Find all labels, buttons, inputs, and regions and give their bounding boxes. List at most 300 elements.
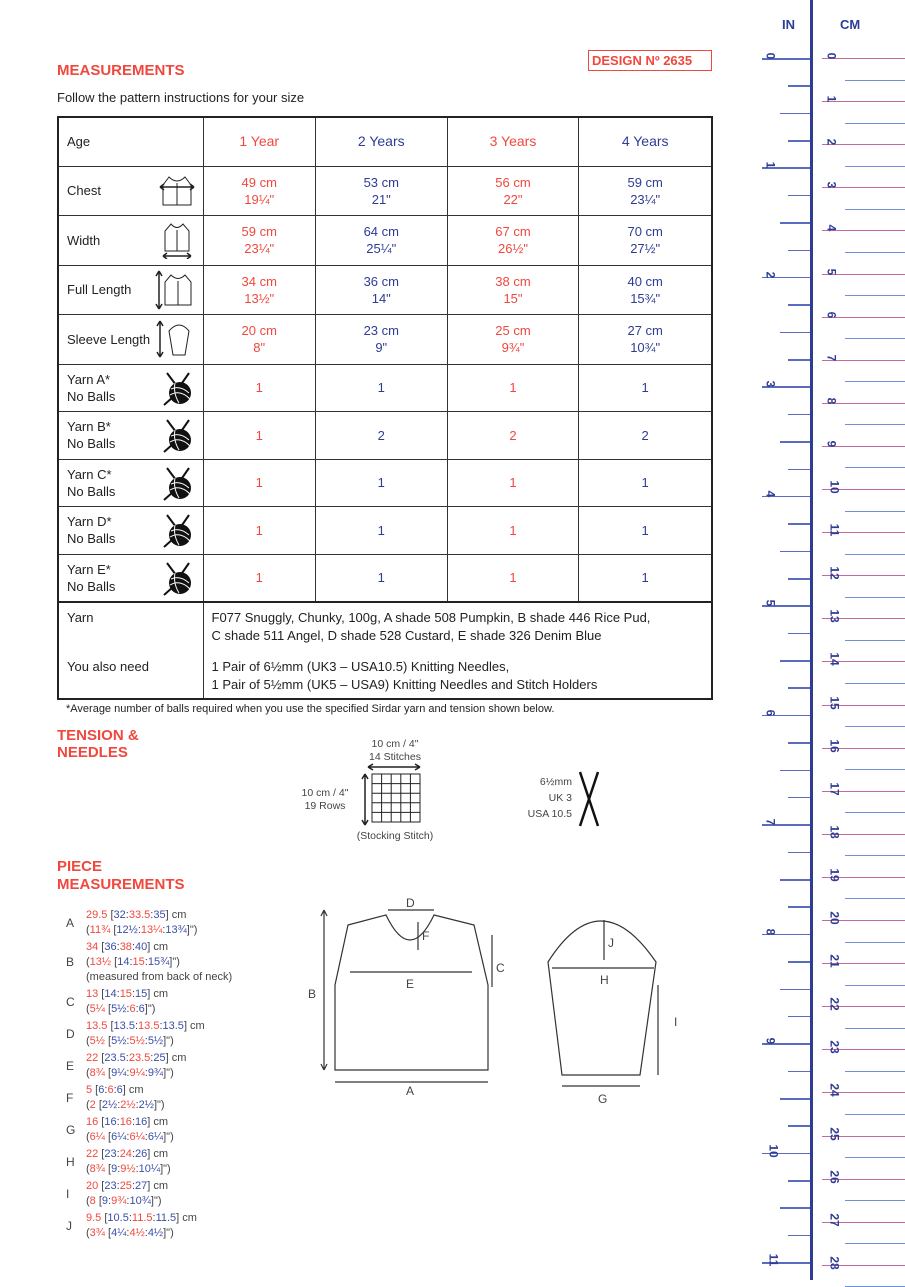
size-value: 22 — [86, 1148, 99, 1160]
size-value: 16 — [104, 1116, 117, 1128]
table-row — [58, 216, 712, 266]
size-value: 4¼ — [111, 1227, 127, 1239]
suffix: ] cm — [147, 941, 169, 953]
suffix: ]") — [163, 1067, 174, 1079]
yarn-icon — [161, 559, 195, 597]
cm-label: 23 — [827, 1040, 842, 1054]
size-value: 15¾ — [147, 956, 170, 968]
cm-tick — [845, 295, 905, 296]
row-value — [447, 412, 579, 460]
measurement-line — [86, 1130, 174, 1145]
ruler-spine — [810, 0, 813, 1280]
sep: : — [126, 1131, 130, 1143]
yarn-icon — [161, 416, 195, 454]
yarn-icon — [161, 369, 195, 407]
measurements-heading: MEASUREMENTS — [57, 62, 185, 79]
yarn-label: Yarn — [67, 609, 94, 625]
piece-measurement — [66, 1147, 232, 1177]
size-value: 10¾ — [129, 1195, 151, 1207]
piece-measurement — [66, 1115, 232, 1145]
need-text-2: 1 Pair of 5½mm (UK5 – USA9) Knitting Needles and Stitch Holders — [211, 676, 598, 692]
value-line: 1 — [377, 380, 385, 396]
bracket: [ — [95, 1195, 102, 1207]
size-value: 6 — [116, 1084, 123, 1096]
label-a: A — [406, 1084, 415, 1098]
suffix: ]") — [160, 1163, 171, 1175]
cm-tick — [845, 166, 905, 167]
size-value: 10.5 — [107, 1212, 129, 1224]
measurement-line — [86, 1051, 186, 1066]
row-label-text: Yarn C* — [67, 466, 112, 482]
label-f: F — [422, 929, 430, 943]
piece-letter: H — [66, 1154, 75, 1169]
cm-label: 13 — [827, 609, 842, 623]
row-value — [203, 507, 315, 555]
size-value: 9¼ — [129, 1067, 145, 1079]
value-line: 1 — [377, 475, 385, 491]
size-header-4: 4 Years — [579, 117, 712, 166]
sep: : — [125, 1052, 129, 1064]
value-line: 59 cm — [241, 224, 277, 240]
row-label-text: Yarn D* — [67, 514, 112, 530]
bracket: [ — [107, 909, 114, 921]
piece-values — [86, 1019, 205, 1049]
size-value: 16 — [86, 1116, 99, 1128]
value-line: 25¼" — [366, 241, 397, 257]
value-line: 40 cm — [627, 273, 663, 289]
size-value: 5¼ — [89, 1003, 105, 1015]
value-line: 1 — [255, 475, 263, 491]
needles-heading: NEEDLES — [57, 744, 128, 761]
inch-label: 11 — [766, 1253, 781, 1267]
suffix: ] cm — [165, 909, 187, 921]
cm-label: 12 — [827, 566, 842, 580]
value-line: 59 cm — [627, 174, 663, 190]
sep: : — [144, 1067, 148, 1079]
row-label-sub: No Balls — [67, 531, 116, 547]
suffix: ] cm — [147, 988, 169, 1000]
cm-tick — [845, 942, 905, 943]
cm-label: 15 — [827, 695, 842, 710]
sep: : — [137, 924, 141, 936]
measurement-line — [86, 1083, 165, 1098]
suffix: ] cm — [147, 1148, 169, 1160]
inch-tick — [788, 1071, 810, 1073]
piece-values — [86, 908, 197, 938]
cm-label: 28 — [827, 1256, 842, 1270]
size-value: 23.5 — [128, 1052, 151, 1064]
measurements-table — [57, 116, 713, 700]
needle-uk: UK 3 — [548, 792, 572, 804]
size-value: 5½ — [111, 1003, 127, 1015]
tension-rows: 19 Rows — [304, 800, 346, 812]
size-value: 5½ — [89, 1035, 105, 1047]
bracket: [ — [101, 1212, 108, 1224]
size-value: 29.5 — [86, 909, 108, 921]
value-line: 1 — [255, 570, 263, 585]
table-row — [58, 459, 712, 507]
row-value — [579, 216, 712, 266]
table-row — [58, 265, 712, 315]
row-value — [315, 459, 447, 507]
value-line: 53 cm — [363, 174, 399, 190]
sep: : — [135, 1003, 139, 1015]
cm-label: 11 — [827, 523, 842, 537]
piece-values — [86, 987, 168, 1017]
size-value: 9 — [101, 1195, 109, 1207]
inch-tick — [788, 578, 810, 580]
yarn-text-1: F077 Snuggly, Chunky, 100g, A shade 508 Pumpkin, B shade 446 Rice Pud, — [211, 609, 651, 625]
cm-label: 25 — [827, 1126, 842, 1141]
size-value: 25 — [119, 1180, 132, 1192]
sep: : — [116, 1116, 120, 1128]
piece-measurements-list — [66, 908, 232, 1243]
inch-tick — [788, 140, 810, 142]
row-label-text: Sleeve Length — [67, 331, 151, 347]
row-value — [579, 364, 712, 412]
inch-tick — [780, 222, 810, 224]
row-value — [579, 412, 712, 460]
suffix: ]") — [150, 1195, 162, 1207]
cm-label: 19 — [827, 868, 842, 882]
chest-icon — [159, 173, 195, 209]
inch-tick — [788, 797, 810, 799]
size-value: 36 — [104, 941, 117, 953]
row-label — [58, 166, 203, 216]
size-value: 13¼ — [140, 924, 163, 936]
value-line: 22" — [503, 191, 523, 207]
sep: : — [126, 1035, 130, 1047]
value-line: 49 cm — [241, 174, 277, 190]
inch-tick — [788, 1180, 810, 1182]
size-value: 6¼ — [147, 1131, 164, 1143]
measurement-line — [86, 923, 197, 938]
value-line: 1 — [509, 475, 517, 491]
piece-measurement — [66, 1051, 232, 1081]
size-value: 10¼ — [138, 1163, 161, 1175]
size-value: 6¼ — [89, 1131, 105, 1143]
cm-label: 21 — [827, 954, 842, 968]
cm-tick — [845, 1157, 905, 1158]
sep: : — [144, 956, 148, 968]
cm-label: 9 — [824, 440, 839, 448]
suffix: ] cm — [147, 1180, 169, 1192]
size-value: 4½ — [129, 1227, 145, 1239]
piece-heading: PIECE — [57, 858, 103, 875]
row-value — [447, 265, 579, 315]
row-label — [58, 507, 203, 555]
cm-tick — [845, 1200, 905, 1201]
cm-label: 0 — [824, 52, 839, 60]
size-value: 8¾ — [89, 1067, 105, 1079]
measurement-line — [86, 1115, 174, 1130]
bracket: [ — [104, 1067, 112, 1079]
table-row — [58, 166, 712, 216]
value-line: 23¼" — [630, 191, 661, 207]
cm-label: 10 — [827, 480, 842, 494]
row-value — [447, 364, 579, 412]
row-value — [447, 166, 579, 216]
row-value — [315, 216, 447, 266]
value-line: 36 cm — [363, 273, 399, 289]
sep: : — [116, 1148, 120, 1160]
size-value: 6 — [107, 1084, 114, 1096]
measurement-line — [86, 987, 168, 1002]
size-value: 33.5 — [128, 909, 151, 921]
piece-letter: J — [66, 1218, 72, 1233]
size-value: 26 — [135, 1148, 148, 1160]
cm-label: 26 — [827, 1169, 842, 1184]
value-line: 15¾" — [630, 290, 661, 306]
row-value — [315, 166, 447, 216]
size-value: 14 — [104, 988, 117, 1000]
piece-measurement — [66, 1211, 232, 1241]
sep: : — [116, 1180, 120, 1192]
sleeve-icon — [155, 319, 195, 359]
length-icon — [155, 269, 195, 311]
cm-label: 20 — [827, 911, 842, 925]
value-line: 13½" — [244, 290, 275, 306]
cm-tick — [845, 812, 905, 813]
row-value — [447, 459, 579, 507]
piece-measurement — [66, 1019, 232, 1049]
piece-values — [86, 1083, 165, 1113]
size-value: 2½ — [138, 1099, 154, 1111]
inch-label: 3 — [763, 381, 778, 388]
value-line: 38 cm — [495, 273, 531, 289]
sep: : — [131, 1116, 135, 1128]
piece-heading-2: MEASUREMENTS — [57, 876, 185, 893]
value-line: 1 — [641, 475, 649, 491]
bracket: [ — [110, 924, 117, 936]
size-value: 6¼ — [129, 1131, 145, 1143]
cm-label: 8 — [824, 397, 839, 405]
size-value: 9 — [111, 1163, 118, 1175]
value-line: 1 — [255, 522, 263, 538]
inch-tick — [788, 1016, 810, 1018]
size-value: 13 — [86, 988, 99, 1000]
label-j: J — [608, 936, 614, 950]
value-line: 56 cm — [495, 174, 531, 190]
size-value: 13.5 — [162, 1020, 184, 1032]
cm-tick — [845, 1114, 905, 1115]
bracket: [ — [98, 941, 105, 953]
cm-tick — [845, 985, 905, 986]
piece-values — [86, 1051, 186, 1081]
value-line: 9¾" — [501, 340, 525, 356]
bracket: [ — [104, 1227, 112, 1239]
cm-label: 24 — [827, 1083, 842, 1098]
inch-label: 4 — [763, 490, 778, 498]
piece-letter: A — [66, 915, 75, 930]
sep: : — [144, 1131, 148, 1143]
paren: ( — [86, 1035, 90, 1047]
needle-usa: USA 10.5 — [527, 808, 572, 820]
inch-tick — [788, 742, 810, 744]
row-value — [315, 265, 447, 315]
inch-tick — [780, 879, 810, 881]
sep: : — [131, 941, 135, 953]
cm-label: 17 — [827, 782, 842, 796]
paren: ( — [86, 1195, 90, 1207]
bracket: [ — [98, 1052, 105, 1064]
size-value: 6 — [129, 1003, 136, 1015]
size-value: 5½ — [147, 1035, 164, 1047]
cm-label: 6 — [824, 311, 839, 318]
suffix: ]") — [163, 1131, 174, 1143]
sep: : — [131, 1180, 135, 1192]
cm-tick — [845, 769, 905, 770]
measurement-line — [86, 1226, 197, 1241]
piece-letter: F — [66, 1090, 74, 1105]
cm-label: 5 — [824, 268, 839, 275]
value-line: 15" — [503, 290, 523, 306]
piece-values — [86, 940, 232, 985]
piece-letter: B — [66, 955, 75, 969]
label-d: D — [406, 896, 415, 910]
suffix: ]") — [153, 1099, 165, 1111]
inch-label: 5 — [763, 600, 778, 607]
sep: : — [152, 1212, 156, 1224]
size-value: 23 — [104, 1180, 117, 1192]
piece-letter: I — [66, 1186, 70, 1201]
row-label-sub: No Balls — [67, 436, 116, 452]
row-label-sub: No Balls — [67, 483, 116, 499]
row-value — [203, 216, 315, 266]
inch-tick — [780, 1207, 810, 1209]
suffix: ]") — [163, 1035, 174, 1047]
row-label — [58, 315, 203, 365]
intro-text: Follow the pattern instructions for your size — [57, 90, 305, 105]
measurement-line — [86, 1162, 171, 1177]
row-value — [203, 364, 315, 412]
table-header-row — [58, 117, 712, 166]
table-row — [58, 554, 712, 602]
value-line: 25 cm — [495, 323, 531, 339]
cm-tick — [845, 855, 905, 856]
garment-diagram — [300, 890, 700, 1120]
size-value: 9¾ — [111, 1195, 127, 1207]
cm-label: 14 — [827, 652, 842, 667]
value-line: 14" — [371, 290, 391, 306]
value-line: 20 cm — [241, 323, 277, 339]
label-i: I — [674, 1015, 678, 1029]
sep: : — [131, 1148, 135, 1160]
cm-label: 1 — [824, 95, 839, 103]
size-value: 9½ — [120, 1163, 136, 1175]
tension-width: 10 cm / 4" — [371, 738, 419, 750]
piece-values — [86, 1179, 168, 1209]
piece-values — [86, 1211, 197, 1241]
sep: : — [117, 1163, 121, 1175]
row-value — [579, 265, 712, 315]
label-e: E — [406, 977, 415, 991]
size-value: 9¾ — [147, 1067, 164, 1079]
cm-tick — [845, 381, 905, 382]
size-value: 13.5 — [113, 1020, 135, 1032]
size-value: 35 — [153, 909, 166, 921]
table-row — [58, 507, 712, 555]
inch-tick — [788, 687, 810, 689]
label-c: C — [496, 961, 505, 975]
sep: : — [104, 1084, 108, 1096]
inch-label: 7 — [763, 818, 778, 826]
sep: : — [126, 1067, 130, 1079]
size-value: 27 — [135, 1180, 148, 1192]
piece-letter: G — [66, 1122, 76, 1137]
size-header-2: 2 Years — [315, 117, 447, 166]
sep: : — [108, 1195, 112, 1207]
size-value: 13¾ — [165, 924, 187, 936]
size-value: 5 — [86, 1084, 93, 1096]
size-value: 15 — [135, 988, 148, 1000]
inch-label: 8 — [763, 928, 778, 936]
inch-tick — [788, 304, 810, 306]
label-b: B — [308, 987, 317, 1001]
value-line: 19¼" — [244, 191, 275, 207]
row-label-text: Chest — [67, 183, 101, 199]
inch-tick — [788, 359, 810, 361]
cm-tick — [845, 1243, 905, 1244]
bracket: [ — [98, 1148, 105, 1160]
tension-height: 10 cm / 4" — [301, 787, 349, 799]
value-line: 64 cm — [363, 224, 399, 240]
measurement-line — [86, 1034, 205, 1049]
sep: : — [125, 909, 129, 921]
row-label — [58, 216, 203, 266]
size-value: 4½ — [147, 1227, 164, 1239]
sep: : — [150, 1052, 154, 1064]
tension-stitch-type: (Stocking Stitch) — [356, 830, 434, 842]
inch-label: 10 — [766, 1144, 781, 1158]
piece-letter: E — [66, 1058, 75, 1073]
measurement-line — [86, 1066, 186, 1081]
value-line: 67 cm — [495, 224, 531, 240]
sep: : — [128, 1212, 132, 1224]
inch-tick — [780, 332, 810, 334]
value-line: 1 — [509, 380, 517, 396]
piece-note: (measured from back of neck) — [86, 971, 233, 983]
inch-tick — [788, 852, 810, 854]
bracket: [ — [104, 1163, 112, 1175]
row-value — [315, 315, 447, 365]
measurement-line — [86, 1019, 205, 1034]
row-value — [315, 412, 447, 460]
row-label-text: Full Length — [67, 282, 132, 298]
paren: ( — [86, 1003, 90, 1015]
row-value — [203, 166, 315, 216]
size-value: 16 — [119, 1116, 132, 1128]
suffix: ] cm — [165, 1052, 187, 1064]
paren: ( — [86, 956, 90, 968]
bracket: [ — [95, 1099, 102, 1111]
sep: : — [126, 1195, 130, 1207]
row-value — [447, 507, 579, 555]
size-value: 9¼ — [111, 1067, 127, 1079]
suffix: ] cm — [147, 1116, 169, 1128]
sep: : — [129, 956, 133, 968]
sep: : — [150, 909, 154, 921]
cm-label: 4 — [824, 225, 839, 232]
age-label: Age — [58, 117, 203, 166]
measurement-line — [86, 955, 232, 970]
bracket: [ — [98, 1116, 105, 1128]
bracket: [ — [104, 1131, 112, 1143]
label-h: H — [600, 973, 609, 987]
suffix: ] cm — [176, 1212, 197, 1224]
size-header-1: 1 Year — [203, 117, 315, 166]
tension-square-icon — [360, 762, 430, 832]
